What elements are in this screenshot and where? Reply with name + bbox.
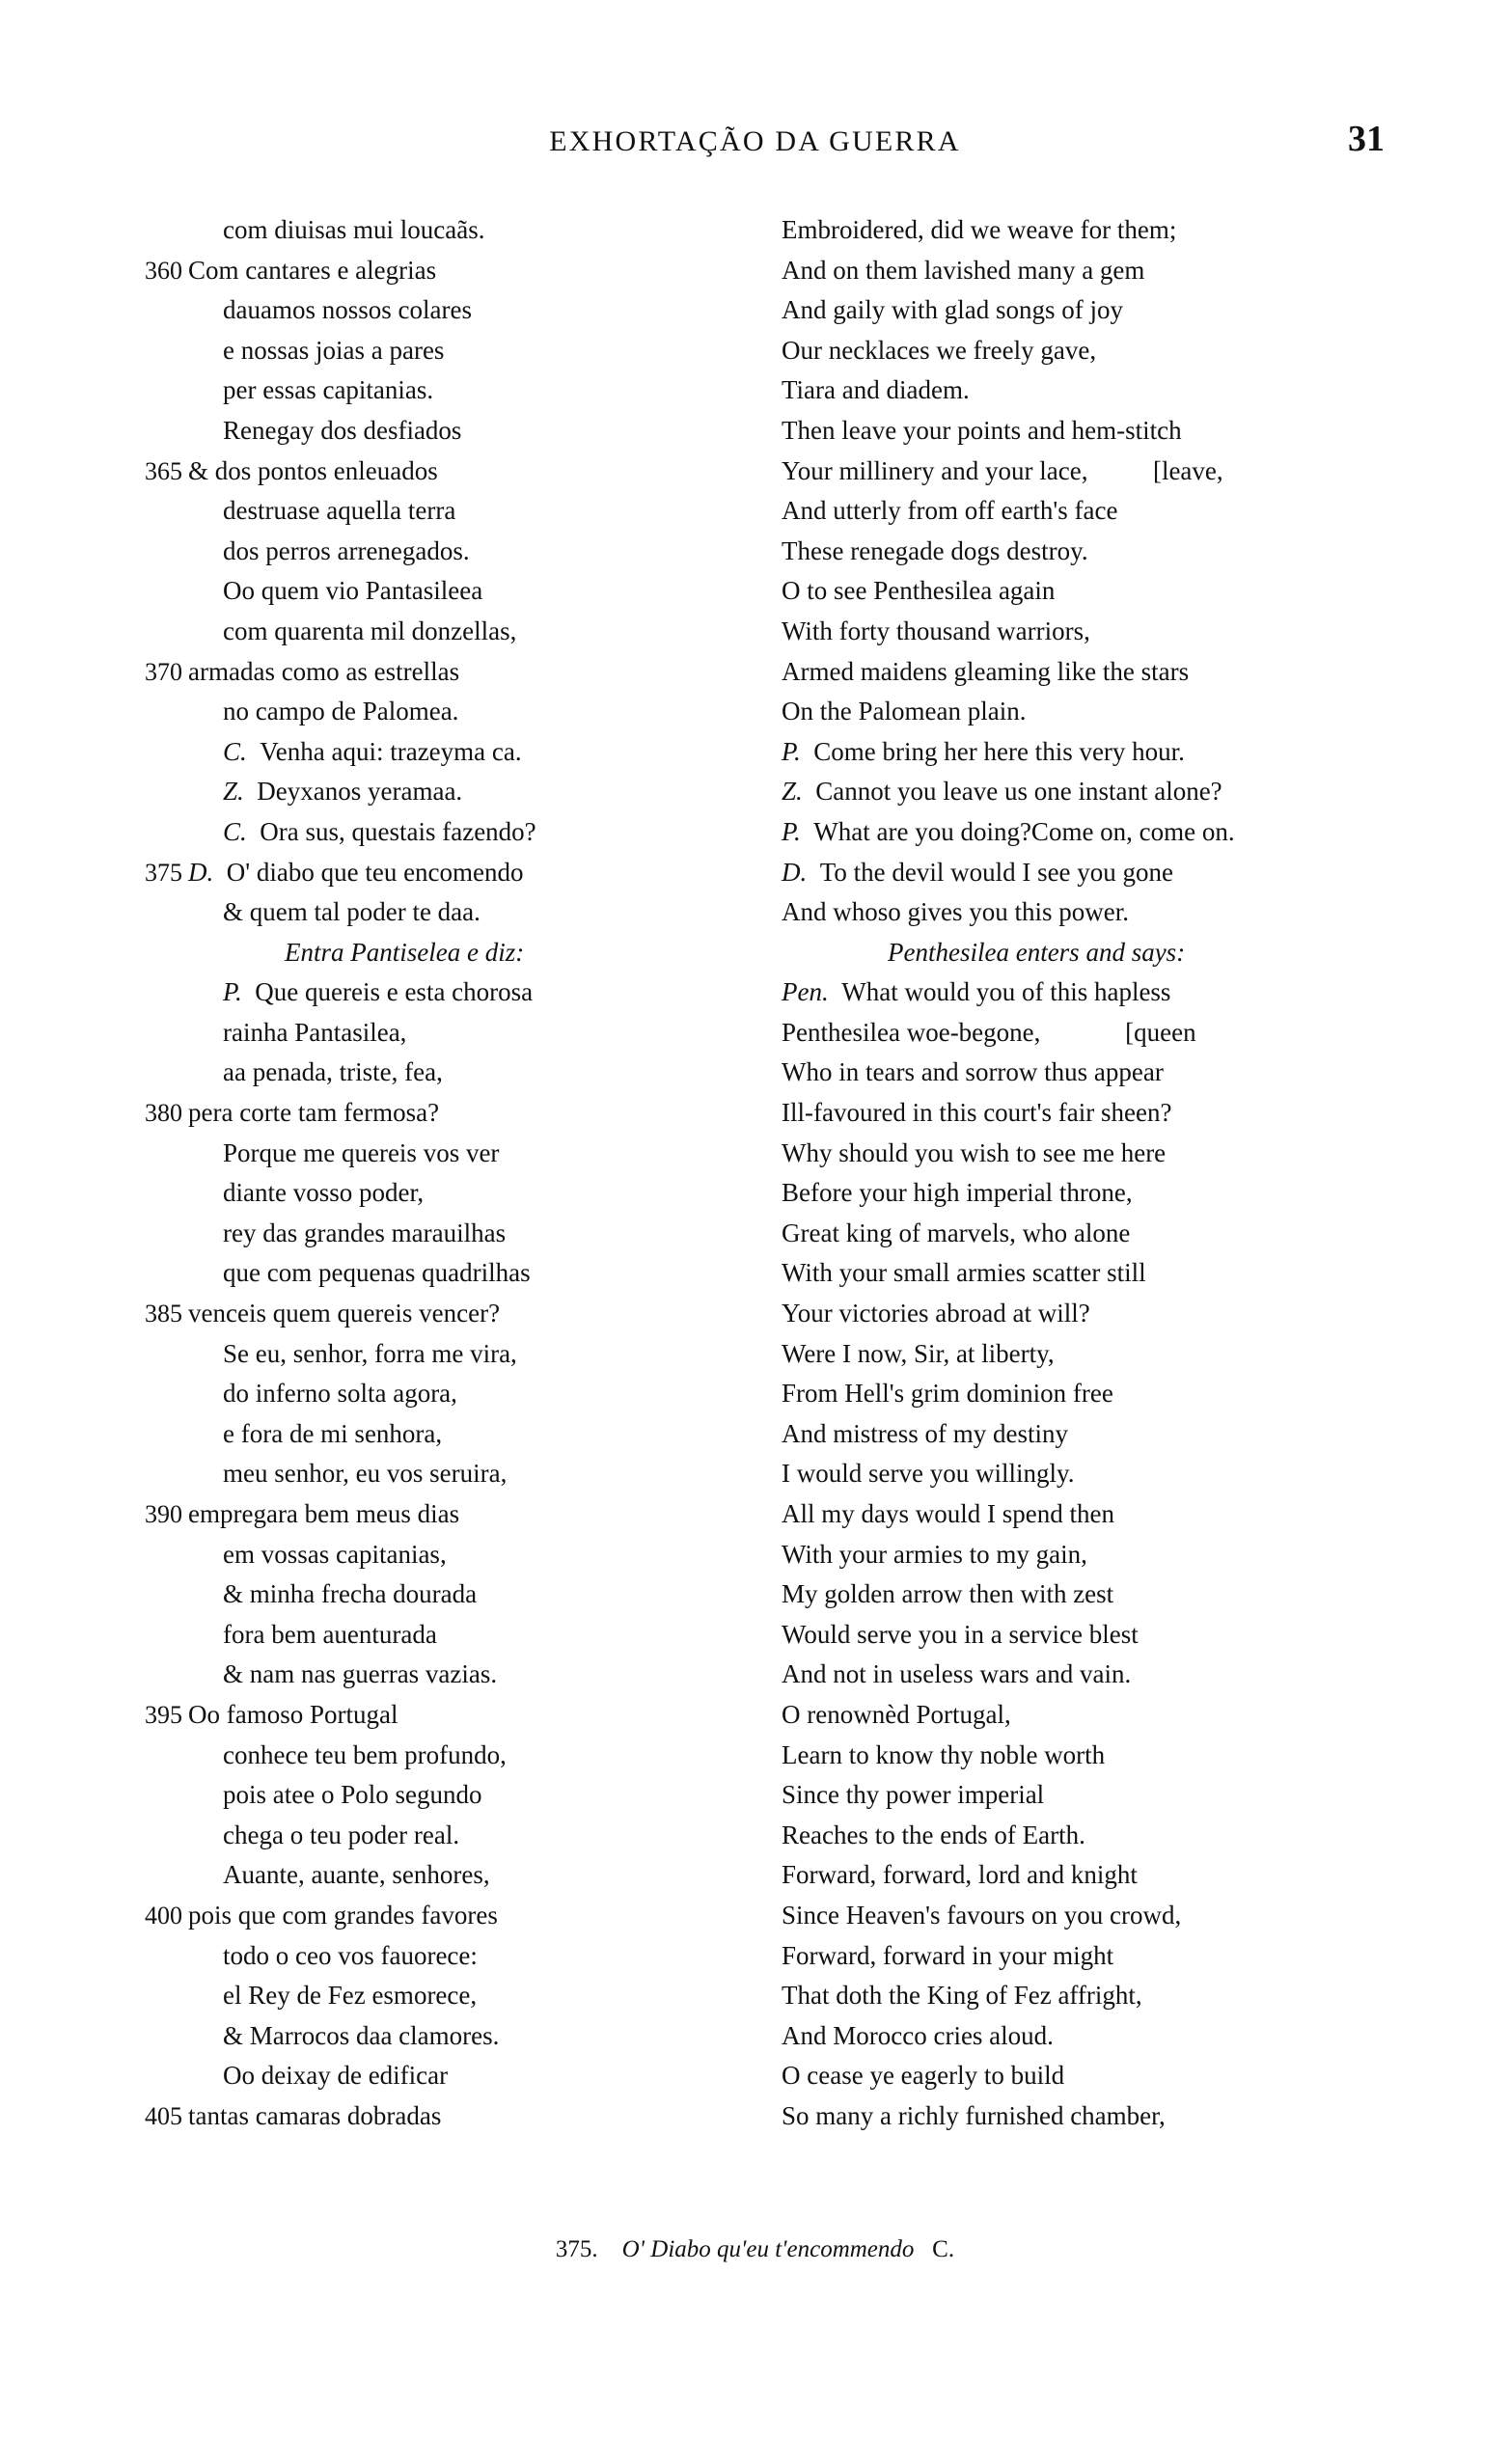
verse-line bbox=[188, 1976, 757, 2016]
verse-line bbox=[782, 612, 1399, 652]
verse-text: dos perros arrenegados. bbox=[223, 535, 470, 565]
verse-text: com quarenta mil donzellas, bbox=[223, 616, 517, 645]
line-number: 360 bbox=[145, 256, 182, 285]
verse-text: O renownèd Portugal, bbox=[782, 1699, 1011, 1729]
verse-line bbox=[782, 571, 1399, 612]
verse-line bbox=[782, 1454, 1399, 1494]
verse-line bbox=[188, 1855, 757, 1896]
verse-text: tantas camaras dobradas bbox=[188, 2100, 442, 2130]
verse-line bbox=[782, 1214, 1399, 1254]
verse-line bbox=[188, 612, 757, 652]
verse-line bbox=[782, 331, 1399, 371]
verse-text: Great king of marvels, who alone bbox=[782, 1218, 1131, 1247]
verse-text: el Rey de Fez esmorece, bbox=[223, 1981, 478, 2011]
verse-line bbox=[782, 1294, 1399, 1334]
verse-line bbox=[782, 1615, 1399, 1656]
running-head: EXHORTAÇÃO DA GUERRA bbox=[549, 125, 961, 157]
verse-text: chega o teu poder real. bbox=[223, 1820, 460, 1849]
verse-line bbox=[145, 1695, 757, 1736]
line-number: 385 bbox=[145, 1300, 182, 1328]
verse-text: From Hell's grim dominion free bbox=[782, 1379, 1113, 1409]
verse-text: empregara bem meus dias bbox=[188, 1499, 460, 1528]
line-number: 400 bbox=[145, 1901, 182, 1930]
line-number: 365 bbox=[145, 456, 182, 485]
footnote-text: O' Diabo qu'eu t'encommendo bbox=[621, 2236, 915, 2262]
verse-text: no campo de Palomea. bbox=[223, 697, 459, 726]
line-number: 370 bbox=[145, 657, 182, 686]
verse-line bbox=[782, 812, 1399, 853]
verse-text: Were I now, Sir, at liberty, bbox=[782, 1338, 1055, 1368]
verse-text: meu senhor, eu vos seruira, bbox=[223, 1459, 508, 1489]
verse-line bbox=[782, 290, 1399, 331]
verse-line bbox=[188, 692, 757, 732]
column-english-translation bbox=[782, 210, 1399, 2137]
verse-text: On the Palomean plain. bbox=[782, 697, 1027, 726]
verse-line bbox=[188, 812, 757, 853]
verse-text: I would serve you willingly. bbox=[782, 1459, 1075, 1489]
verse-line bbox=[782, 452, 1399, 492]
verse-line bbox=[782, 1775, 1399, 1816]
verse-line bbox=[188, 491, 757, 532]
verse-line bbox=[782, 1976, 1399, 2016]
verse-line bbox=[782, 892, 1399, 933]
verse-text: Since Heaven's favours on you crowd, bbox=[782, 1900, 1182, 1930]
verse-text: P. What are you doing?Come on, come on. bbox=[782, 816, 1235, 846]
verse-line bbox=[188, 2056, 757, 2096]
speaker-label: C. bbox=[223, 736, 247, 766]
verse-text: Se eu, senhor, forra me vira, bbox=[223, 1338, 517, 1368]
verse-text: Oo famoso Portugal bbox=[188, 1699, 398, 1729]
verse-line bbox=[188, 370, 757, 411]
verse-line bbox=[145, 251, 757, 291]
verse-text: Pen. What would you of this hapless bbox=[782, 977, 1171, 1007]
verse-text: That doth the King of Fez affright, bbox=[782, 1981, 1142, 2011]
verse-text: destruase aquella terra bbox=[223, 496, 456, 526]
verse-line bbox=[782, 772, 1399, 812]
verse-line bbox=[782, 411, 1399, 452]
verse-line bbox=[782, 1093, 1399, 1134]
verse-text: Your millinery and your lace, [leave, bbox=[782, 455, 1223, 485]
line-number: 375 bbox=[145, 858, 182, 887]
verse-text: Z. Deyxanos yeramaa. bbox=[223, 777, 463, 807]
verse-text: do inferno solta agora, bbox=[223, 1379, 457, 1409]
verse-line bbox=[782, 1134, 1399, 1174]
verse-line bbox=[188, 290, 757, 331]
verse-line bbox=[782, 532, 1399, 572]
verse-text: Our necklaces we freely gave, bbox=[782, 335, 1097, 365]
verse-text: With your small armies scatter still bbox=[782, 1258, 1146, 1288]
speaker-label: C. bbox=[223, 816, 247, 846]
verse-text: P. Que quereis e esta chorosa bbox=[223, 977, 534, 1007]
footnote-suffix: C. bbox=[932, 2236, 955, 2262]
verse-text: And Morocco cries aloud. bbox=[782, 2020, 1054, 2050]
verse-text: C. Ora sus, questais fazendo? bbox=[223, 816, 536, 846]
speaker-label: P. bbox=[223, 977, 242, 1007]
verse-text: & minha frecha dourada bbox=[223, 1579, 478, 1609]
verse-line bbox=[782, 1374, 1399, 1414]
verse-text: diante vosso poder, bbox=[223, 1178, 425, 1208]
verse-line bbox=[782, 1736, 1399, 1776]
footnote bbox=[0, 2236, 1510, 2263]
verse-line bbox=[188, 532, 757, 572]
speaker-label: Z. bbox=[782, 777, 803, 807]
verse-line bbox=[782, 972, 1399, 1013]
verse-line bbox=[188, 1134, 757, 1174]
verse-text: With forty thousand warriors, bbox=[782, 616, 1090, 645]
verse-line bbox=[188, 933, 757, 973]
verse-text: Com cantares e alegrias bbox=[188, 255, 437, 285]
verse-text: D. To the devil would I see you gone bbox=[782, 857, 1174, 887]
verse-line bbox=[782, 1695, 1399, 1736]
verse-line bbox=[782, 491, 1399, 532]
verse-line bbox=[782, 2016, 1399, 2057]
verse-text: Then leave your points and hem-stitch bbox=[782, 415, 1182, 445]
verse-text: Learn to know thy noble worth bbox=[782, 1739, 1106, 1769]
verse-text: Why should you wish to see me here bbox=[782, 1137, 1167, 1167]
verse-line bbox=[782, 1494, 1399, 1535]
verse-line bbox=[782, 1855, 1399, 1896]
verse-text: And mistress of my destiny bbox=[782, 1418, 1068, 1448]
verse-text: pera corte tam fermosa? bbox=[188, 1098, 440, 1128]
verse-text: com diuisas mui loucaãs. bbox=[223, 215, 485, 244]
verse-line bbox=[188, 571, 757, 612]
verse-line bbox=[782, 2056, 1399, 2096]
verse-text: per essas capitanias. bbox=[223, 375, 434, 405]
verse-line bbox=[188, 1615, 757, 1656]
verse-text: Tiara and diadem. bbox=[782, 375, 970, 405]
verse-text: O cease ye eagerly to build bbox=[782, 2061, 1065, 2091]
verse-line bbox=[145, 452, 757, 492]
verse-text: Ill-favoured in this court's fair sheen? bbox=[782, 1098, 1172, 1128]
speaker-label: D. bbox=[188, 857, 214, 887]
verse-text: Oo deixay de edificar bbox=[223, 2061, 449, 2091]
verse-line bbox=[188, 732, 757, 773]
speaker-label: P. bbox=[782, 816, 801, 846]
verse-line bbox=[782, 1173, 1399, 1214]
verse-line bbox=[782, 1334, 1399, 1375]
verse-text: & Marrocos daa clamores. bbox=[223, 2020, 500, 2050]
verse-text: These renegade dogs destroy. bbox=[782, 535, 1088, 565]
verse-line bbox=[145, 1093, 757, 1134]
line-number: 390 bbox=[145, 1500, 182, 1528]
verse-line bbox=[145, 1896, 757, 1936]
verse-text: Entra Pantiselea e diz: bbox=[285, 937, 525, 967]
line-number: 395 bbox=[145, 1700, 182, 1729]
verse-line bbox=[782, 1816, 1399, 1856]
verse-text: Oo quem vio Pantasileea bbox=[223, 576, 483, 606]
verse-line bbox=[145, 652, 757, 693]
verse-text: Since thy power imperial bbox=[782, 1780, 1045, 1810]
verse-text: Penthesilea woe-begone, [queen bbox=[782, 1017, 1196, 1047]
verse-line bbox=[188, 1053, 757, 1093]
verse-text: dauamos nossos colares bbox=[223, 295, 472, 325]
verse-text: & nam nas guerras vazias. bbox=[223, 1659, 498, 1689]
verse-line bbox=[782, 1936, 1399, 1977]
verse-line bbox=[782, 1253, 1399, 1294]
verse-text: pois que com grandes favores bbox=[188, 1900, 498, 1930]
verse-text: Forward, forward, lord and knight bbox=[782, 1860, 1138, 1890]
verse-line bbox=[188, 210, 757, 251]
verse-text: Penthesilea enters and says: bbox=[888, 937, 1186, 967]
verse-text: Auante, auante, senhores, bbox=[223, 1860, 490, 1890]
verse-text: & quem tal poder te daa. bbox=[223, 897, 480, 927]
verse-text: armadas como as estrellas bbox=[188, 656, 460, 686]
verse-line bbox=[188, 1535, 757, 1575]
verse-text: Z. Cannot you leave us one instant alone? bbox=[782, 777, 1222, 807]
verse-line bbox=[188, 1816, 757, 1856]
verse-line bbox=[782, 1574, 1399, 1615]
verse-line bbox=[782, 1896, 1399, 1936]
verse-line bbox=[188, 331, 757, 371]
line-number: 405 bbox=[145, 2101, 182, 2130]
verse-text: O to see Penthesilea again bbox=[782, 576, 1056, 606]
verse-line bbox=[188, 411, 757, 452]
verse-text: And whoso gives you this power. bbox=[782, 897, 1129, 927]
verse-text: todo o ceo vos fauorece: bbox=[223, 1940, 478, 1970]
verse-text: C. Venha aqui: trazeyma ca. bbox=[223, 736, 522, 766]
verse-text: P. Come bring her here this very hour. bbox=[782, 736, 1185, 766]
verse-line bbox=[145, 853, 757, 893]
verse-line bbox=[782, 1053, 1399, 1093]
verse-text: que com pequenas quadrilhas bbox=[223, 1258, 531, 1288]
page-header bbox=[0, 119, 1510, 174]
verse-line bbox=[145, 1294, 757, 1334]
verse-text: e fora de mi senhora, bbox=[223, 1418, 443, 1448]
speaker-label: D. bbox=[782, 857, 808, 887]
verse-line bbox=[188, 972, 757, 1013]
verse-line bbox=[782, 692, 1399, 732]
verse-line bbox=[188, 1214, 757, 1254]
verse-text: em vossas capitanias, bbox=[223, 1539, 447, 1569]
line-number: 380 bbox=[145, 1099, 182, 1128]
verse-text: Reaches to the ends of Earth. bbox=[782, 1820, 1085, 1849]
verse-text: Embroidered, did we weave for them; bbox=[782, 215, 1177, 244]
verse-line bbox=[188, 1173, 757, 1214]
verse-text: With your armies to my gain, bbox=[782, 1539, 1087, 1569]
verse-text: aa penada, triste, fea, bbox=[223, 1057, 443, 1087]
verse-line bbox=[188, 1655, 757, 1695]
verse-text: Would serve you in a service blest bbox=[782, 1619, 1139, 1649]
verse-line bbox=[782, 732, 1399, 773]
verse-text: So many a richly furnished chamber, bbox=[782, 2100, 1166, 2130]
verse-line bbox=[188, 1253, 757, 1294]
verse-text: Before your high imperial throne, bbox=[782, 1178, 1133, 1208]
verse-line bbox=[145, 1494, 757, 1535]
verse-text: Porque me quereis vos ver bbox=[223, 1137, 500, 1167]
verse-line bbox=[188, 1736, 757, 1776]
page-number: 31 bbox=[1348, 119, 1385, 159]
verse-text: Who in tears and sorrow thus appear bbox=[782, 1057, 1164, 1087]
verse-line bbox=[188, 1454, 757, 1494]
verse-line bbox=[782, 933, 1399, 973]
verse-text: And not in useless wars and vain. bbox=[782, 1659, 1132, 1689]
verse-line bbox=[782, 1013, 1399, 1054]
verse-text: e nossas joias a pares bbox=[223, 335, 445, 365]
verse-text: All my days would I spend then bbox=[782, 1499, 1114, 1528]
verse-text: pois atee o Polo segundo bbox=[223, 1780, 482, 1810]
verse-text: fora bem auenturada bbox=[223, 1619, 437, 1649]
verse-text: And on them lavished many a gem bbox=[782, 255, 1145, 285]
verse-line bbox=[145, 2096, 757, 2137]
verse-line bbox=[782, 2096, 1399, 2137]
verse-text: & dos pontos enleuados bbox=[188, 455, 438, 485]
verse-text: rainha Pantasilea, bbox=[223, 1017, 407, 1047]
verse-line bbox=[782, 853, 1399, 893]
verse-line bbox=[782, 210, 1399, 251]
verse-line bbox=[188, 1936, 757, 1977]
verse-line bbox=[782, 251, 1399, 291]
footnote-line-number: 375. bbox=[555, 2236, 598, 2262]
speaker-label: Pen. bbox=[782, 977, 829, 1007]
verse-line bbox=[782, 1414, 1399, 1455]
verse-line bbox=[782, 370, 1399, 411]
verse-text: Your victories abroad at will? bbox=[782, 1299, 1090, 1328]
verse-text: conhece teu bem profundo, bbox=[223, 1739, 507, 1769]
verse-line bbox=[782, 652, 1399, 693]
verse-text: And utterly from off earth's face bbox=[782, 496, 1118, 526]
speaker-label: P. bbox=[782, 736, 801, 766]
verse-text: Armed maidens gleaming like the stars bbox=[782, 656, 1190, 686]
verse-text: Renegay dos desfiados bbox=[223, 415, 462, 445]
verse-line bbox=[188, 1334, 757, 1375]
verse-text: rey das grandes marauilhas bbox=[223, 1218, 507, 1247]
verse-line bbox=[188, 1775, 757, 1816]
column-portuguese-original bbox=[145, 210, 757, 2137]
verse-text: D. O' diabo que teu encomendo bbox=[188, 857, 524, 887]
verse-line bbox=[188, 1574, 757, 1615]
verse-line bbox=[782, 1655, 1399, 1695]
verse-text: My golden arrow then with zest bbox=[782, 1579, 1114, 1609]
verse-line bbox=[188, 1013, 757, 1054]
verse-line bbox=[188, 1414, 757, 1455]
verse-line bbox=[188, 772, 757, 812]
verse-line bbox=[188, 892, 757, 933]
verse-text: And gaily with glad songs of joy bbox=[782, 295, 1123, 325]
speaker-label: Z. bbox=[223, 777, 244, 807]
verse-line bbox=[188, 2016, 757, 2057]
verse-text: Forward, forward in your might bbox=[782, 1940, 1114, 1970]
verse-text: venceis quem quereis vencer? bbox=[188, 1299, 501, 1328]
verse-line bbox=[188, 1374, 757, 1414]
verse-line bbox=[782, 1535, 1399, 1575]
